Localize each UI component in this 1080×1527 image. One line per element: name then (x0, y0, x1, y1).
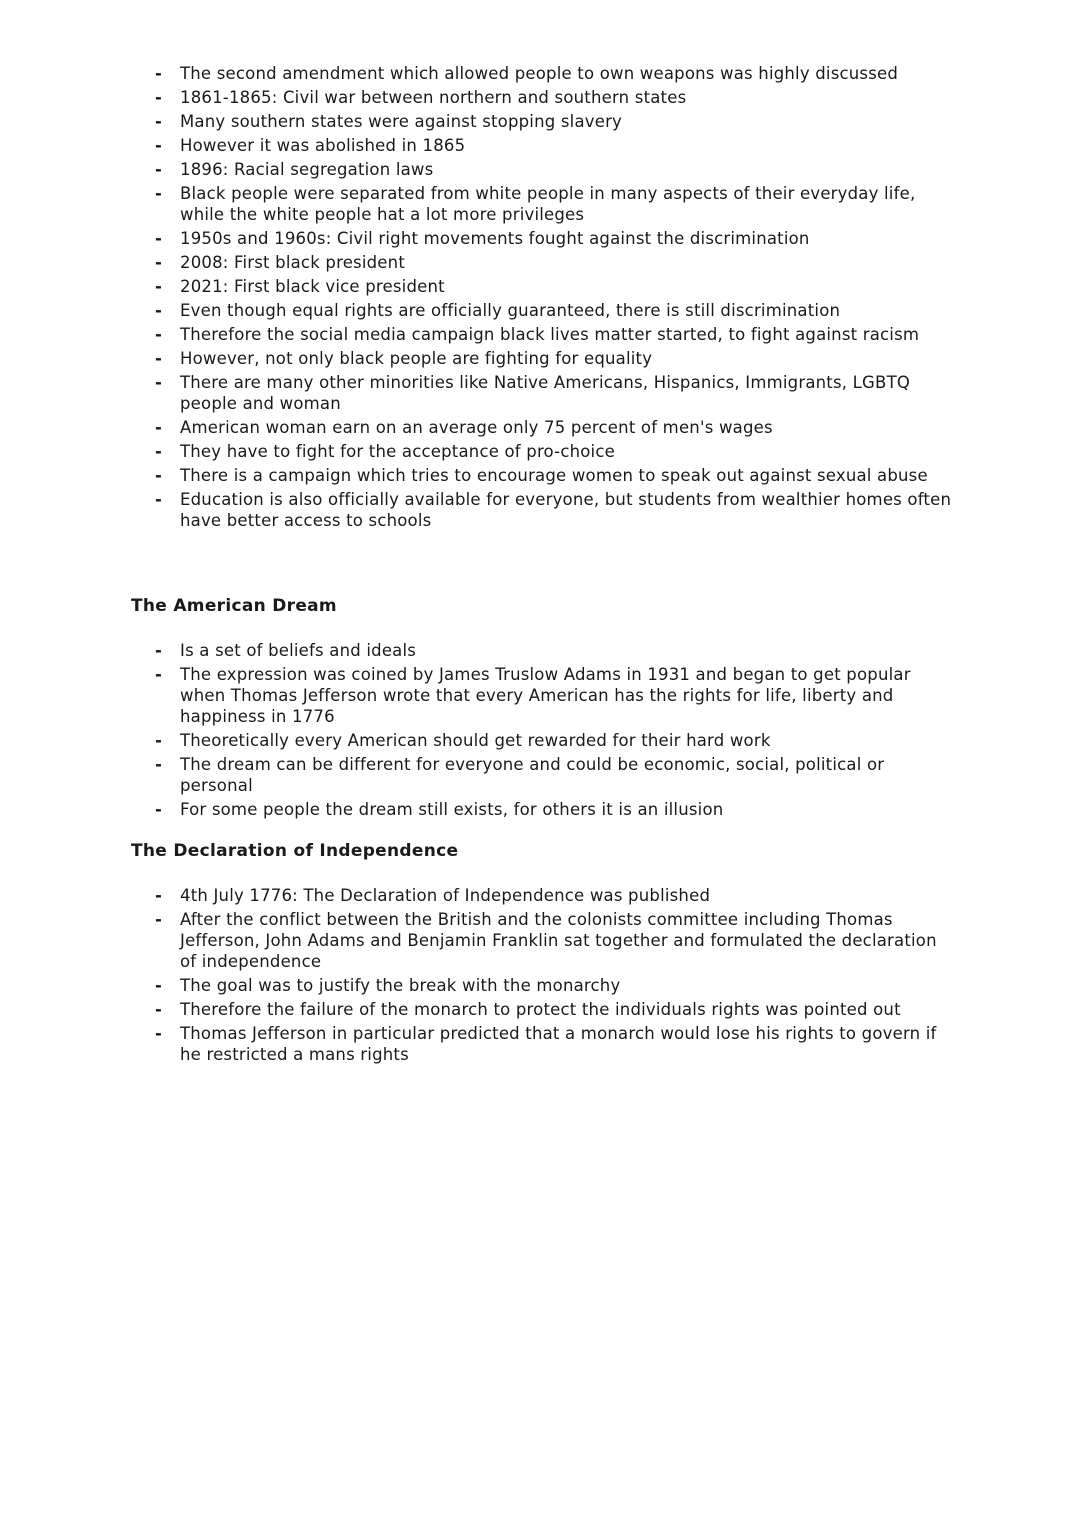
declaration-bullet-list (155, 885, 955, 1068)
list-item (155, 999, 955, 1020)
list-item (155, 489, 955, 531)
list-item-text: There is a campaign which tries to encourage women to speak out against sexual abuse (180, 466, 928, 485)
list-item-text: 2008: First black president (180, 253, 405, 272)
list-item-text: 1861-1865: Civil war between northern and southern states (180, 88, 687, 107)
list-item-text: They have to fight for the acceptance of pro-choice (180, 442, 615, 461)
bullet-dash: - (155, 349, 163, 368)
list-item-text: However it was abolished in 1865 (180, 136, 466, 155)
list-item-text: Is a set of beliefs and ideals (180, 641, 417, 660)
list-item (155, 730, 955, 751)
list-item-text: Thomas Jefferson in particular predicted that a monarch would lose his rights to govern if he restricted a mans rights (180, 1024, 937, 1064)
american-dream-heading: The American Dream (131, 596, 337, 616)
list-item (155, 324, 955, 345)
list-item (155, 159, 955, 180)
bullet-dash: - (155, 490, 163, 509)
list-item-text: Education is also officially available for everyone, but students from wealthier homes often have better access to schools (180, 490, 952, 530)
bullet-dash: - (155, 442, 163, 461)
list-item (155, 664, 955, 727)
bullet-dash: - (155, 301, 163, 320)
list-item-text: Black people were separated from white people in many aspects of their everyday life, while the white people hat a lot more privileges (180, 184, 916, 224)
bullet-dash: - (155, 976, 163, 995)
bullet-dash: - (155, 755, 163, 774)
bullet-dash: - (155, 1024, 163, 1043)
bullet-dash: - (155, 418, 163, 437)
bullet-dash: - (155, 886, 163, 905)
list-item (155, 1023, 955, 1065)
bullet-dash: - (155, 466, 163, 485)
list-item-text: For some people the dream still exists, for others it is an illusion (180, 800, 724, 819)
bullet-dash: - (155, 136, 163, 155)
bullet-dash: - (155, 64, 163, 83)
list-item (155, 372, 955, 414)
list-item-text: Theoretically every American should get rewarded for their hard work (180, 731, 771, 750)
list-item (155, 111, 955, 132)
list-item-text: There are many other minorities like Native Americans, Hispanics, Immigrants, LGBTQ people and woman (180, 373, 911, 413)
bullet-dash: - (155, 1000, 163, 1019)
list-item (155, 300, 955, 321)
american-dream-bullet-list (155, 640, 955, 823)
list-item-text: 1950s and 1960s: Civil right movements fought against the discrimination (180, 229, 810, 248)
bullet-dash: - (155, 325, 163, 344)
list-item (155, 465, 955, 486)
bullet-dash: - (155, 112, 163, 131)
list-item (155, 754, 955, 796)
list-item (155, 885, 955, 906)
bullet-dash: - (155, 731, 163, 750)
bullet-dash: - (155, 229, 163, 248)
list-item-text: 4th July 1776: The Declaration of Independence was published (180, 886, 711, 905)
intro-bullet-list (155, 63, 955, 534)
list-item-text: Many southern states were against stopping slavery (180, 112, 623, 131)
bullet-dash: - (155, 373, 163, 392)
bullet-dash: - (155, 800, 163, 819)
list-item (155, 909, 955, 972)
list-item-text: 2021: First black vice president (180, 277, 445, 296)
list-item (155, 252, 955, 273)
list-item-text: The expression was coined by James Truslow Adams in 1931 and began to get popular when Thomas Jefferson wrote that every American has the rights for life, liberty and happiness in 1776 (180, 665, 911, 726)
list-item (155, 276, 955, 297)
list-item (155, 183, 955, 225)
list-item (155, 135, 955, 156)
list-item-text: The dream can be different for everyone and could be economic, social, political or personal (180, 755, 885, 795)
bullet-dash: - (155, 253, 163, 272)
bullet-dash: - (155, 277, 163, 296)
list-item-text: Even though equal rights are officially guaranteed, there is still discrimination (180, 301, 841, 320)
bullet-dash: - (155, 184, 163, 203)
bullet-dash: - (155, 665, 163, 684)
list-item (155, 228, 955, 249)
list-item-text: After the conflict between the British and the colonists committee including Thomas Jefferson, John Adams and Benjamin Franklin sat together and formulated the declaration of independence (180, 910, 937, 971)
list-item-text: However, not only black people are fighting for equality (180, 349, 653, 368)
list-item-text: 1896: Racial segregation laws (180, 160, 434, 179)
list-item-text: American woman earn on an average only 75 percent of men's wages (180, 418, 773, 437)
declaration-heading: The Declaration of Independence (131, 841, 459, 861)
bullet-dash: - (155, 641, 163, 660)
list-item (155, 63, 955, 84)
list-item-text: The goal was to justify the break with the monarchy (180, 976, 621, 995)
list-item (155, 417, 955, 438)
list-item (155, 441, 955, 462)
list-item-text: Therefore the failure of the monarch to protect the individuals rights was pointed out (180, 1000, 901, 1019)
list-item (155, 87, 955, 108)
list-item-text: The second amendment which allowed people to own weapons was highly discussed (180, 64, 899, 83)
bullet-dash: - (155, 160, 163, 179)
list-item (155, 975, 955, 996)
list-item (155, 348, 955, 369)
bullet-dash: - (155, 910, 163, 929)
list-item (155, 640, 955, 661)
list-item (155, 799, 955, 820)
bullet-dash: - (155, 88, 163, 107)
list-item-text: Therefore the social media campaign black lives matter started, to fight against racism (180, 325, 920, 344)
